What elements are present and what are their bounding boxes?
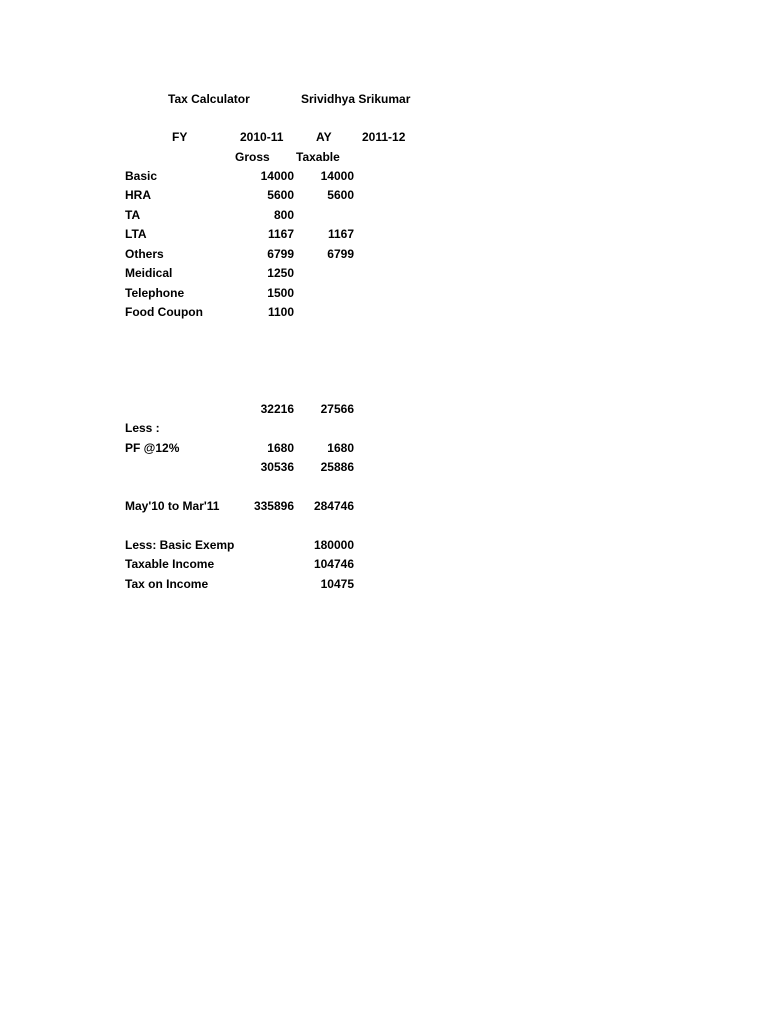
gross-others: 6799 [267,247,294,261]
row-label-basic: Basic [125,169,158,183]
total-gross: 32216 [260,402,294,416]
pf-taxable: 1680 [327,441,354,455]
column-header-taxable: Taxable [296,150,340,164]
gross-food-coupon: 1100 [267,305,294,319]
column-header-gross: Gross [235,150,270,164]
row-label-lta: LTA [125,227,147,241]
gross-basic: 14000 [260,169,294,183]
sheet-title: Tax Calculator [168,92,250,106]
gross-telephone: 1500 [267,286,294,300]
row-label-hra: HRA [125,188,151,202]
fy-value: 2010-11 [240,130,284,144]
gross-medical: 1250 [267,266,294,280]
row-label-others: Others [125,247,164,261]
taxable-hra: 5600 [327,188,354,202]
net-taxable: 25886 [320,460,354,474]
row-label-ta: TA [125,208,141,222]
gross-lta: 1167 [267,227,294,241]
row-label-medical: Meidical [125,266,173,280]
basic-exemption-value: 180000 [313,538,354,552]
basic-exemption-label: Less: Basic Exemp [125,538,235,552]
taxable-basic: 14000 [320,169,354,183]
pf-label: PF @12% [125,441,180,455]
gross-ta: 800 [273,208,294,222]
fy-label: FY [172,130,188,144]
gross-hra: 5600 [267,188,294,202]
tax-on-income-label: Tax on Income [125,577,209,591]
taxable-lta: 1167 [327,227,354,241]
taxable-income-value: 104746 [313,557,354,571]
ay-label: AY [316,130,332,144]
less-label: Less : [125,421,160,435]
person-name: Srividhya Srikumar [301,92,411,106]
period-gross: 335896 [253,499,294,513]
period-label: May'10 to Mar'11 [125,499,220,513]
pf-gross: 1680 [267,441,294,455]
row-label-food-coupon: Food Coupon [125,305,203,319]
ay-value: 2011-12 [362,130,406,144]
net-gross: 30536 [260,460,294,474]
tax-on-income-value: 10475 [320,577,354,591]
row-label-telephone: Telephone [125,286,185,300]
taxable-income-label: Taxable Income [125,557,215,571]
total-taxable: 27566 [320,402,354,416]
taxable-others: 6799 [327,247,354,261]
period-taxable: 284746 [313,499,354,513]
